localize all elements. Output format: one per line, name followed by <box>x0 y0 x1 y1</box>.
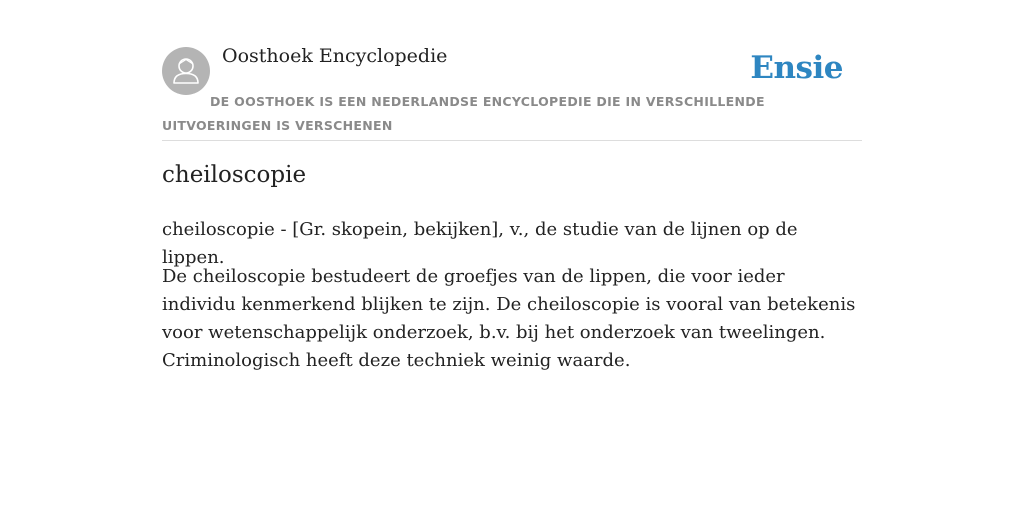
header <box>162 0 862 141</box>
entry-definition: cheiloscopie - [Gr. skopein, bekijken], v., de studie van de lijnen op de lippen. <box>162 219 798 268</box>
page <box>162 0 862 512</box>
avatar[interactable] <box>162 47 210 95</box>
brand-logo[interactable]: Ensie <box>750 50 843 86</box>
entry-title: cheiloscopie <box>162 162 307 188</box>
site-tagline: DE OOSTHOEK IS EEN NEDERLANDSE ENCYCLOPEDIE DIE IN VERSCHILLENDE UITVOERINGEN IS VERSCHENEN <box>162 94 765 133</box>
site-title[interactable]: Oosthoek Encyclopedie <box>222 45 448 67</box>
entry-body: De cheiloscopie bestudeert de groefjes van de lippen, die voor ieder individu kenmerkend blijken te zijn. De cheiloscopie is vooral van betekenis voor wetenschappelijk onderzoek, b.v. bij het onderzoek van tweelingen. Criminologisch heeft deze techniek weinig waarde. <box>162 266 856 371</box>
user-icon <box>162 47 210 95</box>
